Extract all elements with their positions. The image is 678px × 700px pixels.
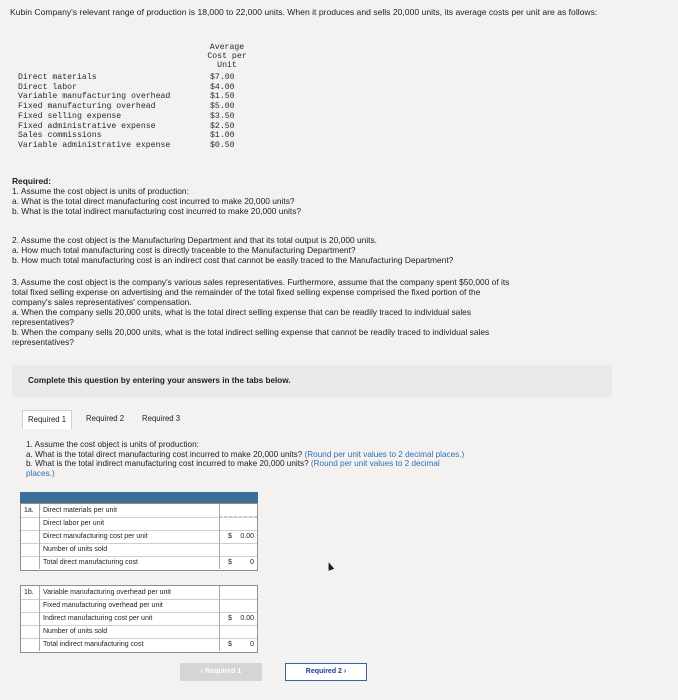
table-row: Fixed manufacturing overhead per unit bbox=[21, 599, 257, 613]
cost-row: Direct labor $4.00 bbox=[18, 82, 235, 92]
total-indirect-cost-value: $ 0 bbox=[219, 638, 257, 651]
cost-row: Variable administrative expense $0.50 bbox=[18, 140, 235, 150]
table-row: Direct labor per unit bbox=[21, 517, 257, 531]
answer-table-1a bbox=[20, 503, 258, 571]
question-3-line: company's sales representatives' compensation. bbox=[12, 297, 192, 307]
question-1b: b. What is the total indirect manufacturing cost incurred to make 20,000 units? bbox=[12, 206, 302, 216]
question-3-line: total fixed selling expense on advertising and the remainder of the total fixed selling expense comprised the fixed portion of the bbox=[12, 287, 481, 297]
units-sold-input[interactable] bbox=[219, 625, 257, 638]
panel-line: a. What is the total direct manufacturing cost incurred to make 20,000 units? (Round per unit values to 2 decimal places.) bbox=[26, 449, 465, 459]
rounding-note: (Round per unit values to 2 decimal bbox=[308, 459, 440, 469]
tab-required-1[interactable]: Required 1 bbox=[22, 410, 72, 429]
cost-row: Direct materials $7.00 bbox=[18, 73, 235, 82]
required-section bbox=[12, 176, 612, 216]
table-row: 1a. Direct materials per unit bbox=[21, 504, 257, 518]
question-2: 2. Assume the cost object is the Manufacturing Department and that its total output is 20,000 units. bbox=[12, 235, 377, 245]
question-2-block bbox=[12, 235, 612, 265]
cost-row: Fixed selling expense $3.50 bbox=[18, 111, 235, 121]
question-3a-cont: representatives? bbox=[12, 317, 74, 327]
cost-row: Variable manufacturing overhead $1.50 bbox=[18, 92, 235, 102]
rounding-note: (Round per unit values to 2 decimal places.) bbox=[302, 449, 465, 459]
next-tab-button[interactable]: Required 2 › bbox=[285, 663, 367, 681]
direct-cost-per-unit-value: $ 0.00 bbox=[219, 530, 257, 543]
cost-table-header: Average Cost per Unit bbox=[207, 43, 247, 70]
direct-materials-input[interactable] bbox=[219, 504, 257, 517]
mouse-cursor-icon bbox=[326, 561, 334, 571]
cost-row: Fixed manufacturing overhead $5.00 bbox=[18, 102, 235, 112]
direct-labor-input[interactable] bbox=[219, 517, 257, 530]
chevron-right-icon: › bbox=[341, 668, 347, 675]
problem-intro: Kubin Company's relevant range of production is 18,000 to 22,000 units. When it produces and sells 20,000 units, its average costs per unit are as follows: bbox=[10, 7, 598, 17]
prev-tab-button[interactable]: ‹ Required 1 bbox=[180, 663, 262, 681]
table-row: 1b. Variable manufacturing overhead per unit bbox=[21, 586, 257, 600]
table-row: Total direct manufacturing cost $ 0 bbox=[21, 556, 257, 570]
units-sold-input[interactable] bbox=[219, 543, 257, 556]
panel-instructions bbox=[26, 440, 536, 478]
indirect-cost-per-unit-value: $ 0.00 bbox=[219, 612, 257, 625]
panel-line: 1. Assume the cost object is units of production: bbox=[26, 440, 199, 449]
complete-prompt: Complete this question by entering your answers in the tabs below. bbox=[28, 376, 291, 385]
question-1a: a. What is the total direct manufacturing cost incurred to make 20,000 units? bbox=[12, 196, 295, 206]
table-row: Direct manufacturing cost per unit $ 0.00 bbox=[21, 530, 257, 544]
question-2a: a. How much total manufacturing cost is directly traceable to the Manufacturing Department? bbox=[12, 245, 356, 255]
panel-line: places.) bbox=[26, 468, 55, 478]
question-2b: b. How much total manufacturing cost is an indirect cost that cannot be easily traced to the Manufacturing Department? bbox=[12, 255, 454, 265]
fixed-overhead-input[interactable] bbox=[219, 599, 257, 612]
question-3b: b. When the company sells 20,000 units, what is the total indirect selling expense that cannot be readily traced to individual sales bbox=[12, 327, 490, 337]
question-3-block bbox=[12, 277, 612, 347]
chevron-left-icon: ‹ bbox=[200, 668, 206, 675]
required-title: Required: bbox=[12, 176, 52, 186]
question-3-line: 3. Assume the cost object is the company's various sales representatives. Furthermore, assume that the company spent $50,000 of its bbox=[12, 277, 510, 287]
panel-line: b. What is the total indirect manufacturing cost incurred to make 20,000 units? (Round per unit values to 2 decimal bbox=[26, 459, 440, 469]
table-row: Indirect manufacturing cost per unit $ 0.00 bbox=[21, 612, 257, 626]
variable-overhead-input[interactable] bbox=[219, 586, 257, 599]
answer-table-header bbox=[20, 492, 258, 503]
tab-required-3[interactable]: Required 3 bbox=[137, 410, 185, 428]
table-row: Number of units sold bbox=[21, 543, 257, 557]
question-1: 1. Assume the cost object is units of production: bbox=[12, 186, 189, 196]
table-row: Number of units sold bbox=[21, 625, 257, 639]
answer-table-1b bbox=[20, 585, 258, 653]
tab-required-2[interactable]: Required 2 bbox=[81, 410, 129, 428]
total-direct-cost-value: $ 0 bbox=[219, 556, 257, 569]
question-3b-cont: representatives? bbox=[12, 337, 74, 347]
cost-row: Sales commissions $1.00 bbox=[18, 131, 235, 141]
instructions-box bbox=[12, 365, 612, 397]
cost-row: Fixed administrative expense $2.50 bbox=[18, 121, 235, 131]
table-row: Total indirect manufacturing cost $ 0 bbox=[21, 638, 257, 652]
question-3a: a. When the company sells 20,000 units, what is the total direct selling expense that can be readily traced to individual sales bbox=[12, 307, 472, 317]
